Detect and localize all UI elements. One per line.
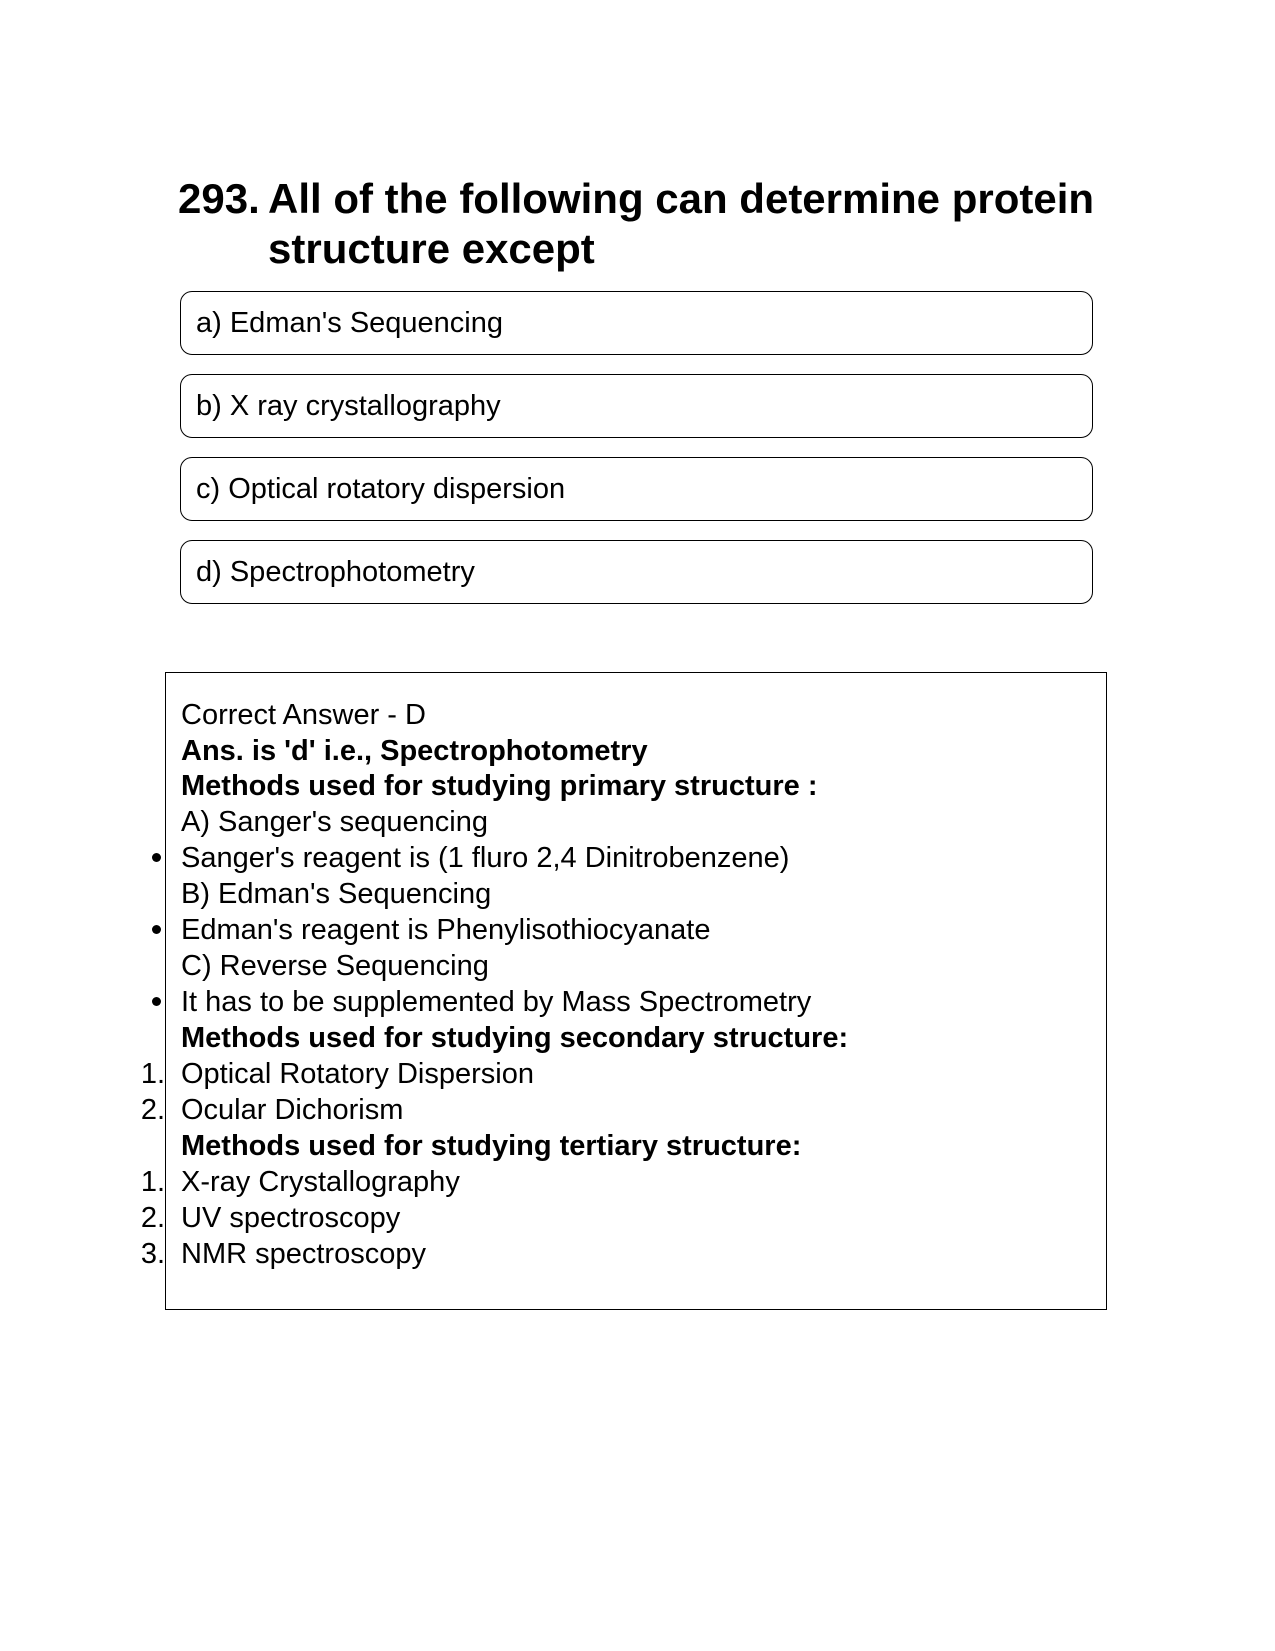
primary-method-b: B) Edman's Sequencing	[181, 878, 492, 910]
list-marker: 1.	[140, 1166, 165, 1198]
primary-method-b-note: Edman's reagent is Phenylisothiocyanate	[181, 914, 711, 946]
secondary-method-item: Ocular Dichorism	[181, 1094, 404, 1126]
list-marker: 2.	[140, 1202, 165, 1234]
list-marker: 3.	[140, 1238, 165, 1270]
list-marker: 2.	[140, 1094, 165, 1126]
primary-method-c: C) Reverse Sequencing	[181, 950, 489, 982]
option-b[interactable]: b) X ray crystallography	[180, 374, 1093, 438]
tertiary-structure-heading: Methods used for studying tertiary structure:	[181, 1130, 802, 1162]
answer-statement: Ans. is 'd' i.e., Spectrophotometry	[181, 735, 648, 767]
option-a[interactable]: a) Edman's Sequencing	[180, 291, 1093, 355]
bullet-icon	[152, 853, 161, 862]
option-c[interactable]: c) Optical rotatory dispersion	[180, 457, 1093, 521]
tertiary-method-item: NMR spectroscopy	[181, 1238, 426, 1270]
secondary-structure-heading: Methods used for studying secondary structure:	[181, 1022, 849, 1054]
list-marker: 1.	[140, 1058, 165, 1090]
option-d[interactable]: d) Spectrophotometry	[180, 540, 1093, 604]
question-number: 293.	[178, 175, 260, 222]
tertiary-method-item: X-ray Crystallography	[181, 1166, 460, 1198]
question-text: All of the following can determine protein structure except	[268, 175, 1095, 272]
tertiary-method-item: UV spectroscopy	[181, 1202, 401, 1234]
correct-answer-line: Correct Answer - D	[181, 699, 426, 731]
primary-structure-heading: Methods used for studying primary structure :	[181, 770, 818, 802]
primary-method-a: A) Sanger's sequencing	[181, 806, 489, 838]
question-heading	[178, 174, 1098, 274]
bullet-icon	[152, 925, 161, 934]
primary-method-a-note: Sanger's reagent is (1 fluro 2,4 Dinitrobenzene)	[181, 842, 790, 874]
secondary-method-item: Optical Rotatory Dispersion	[181, 1058, 534, 1090]
primary-method-c-note: It has to be supplemented by Mass Spectrometry	[181, 986, 812, 1018]
bullet-icon	[152, 997, 161, 1006]
